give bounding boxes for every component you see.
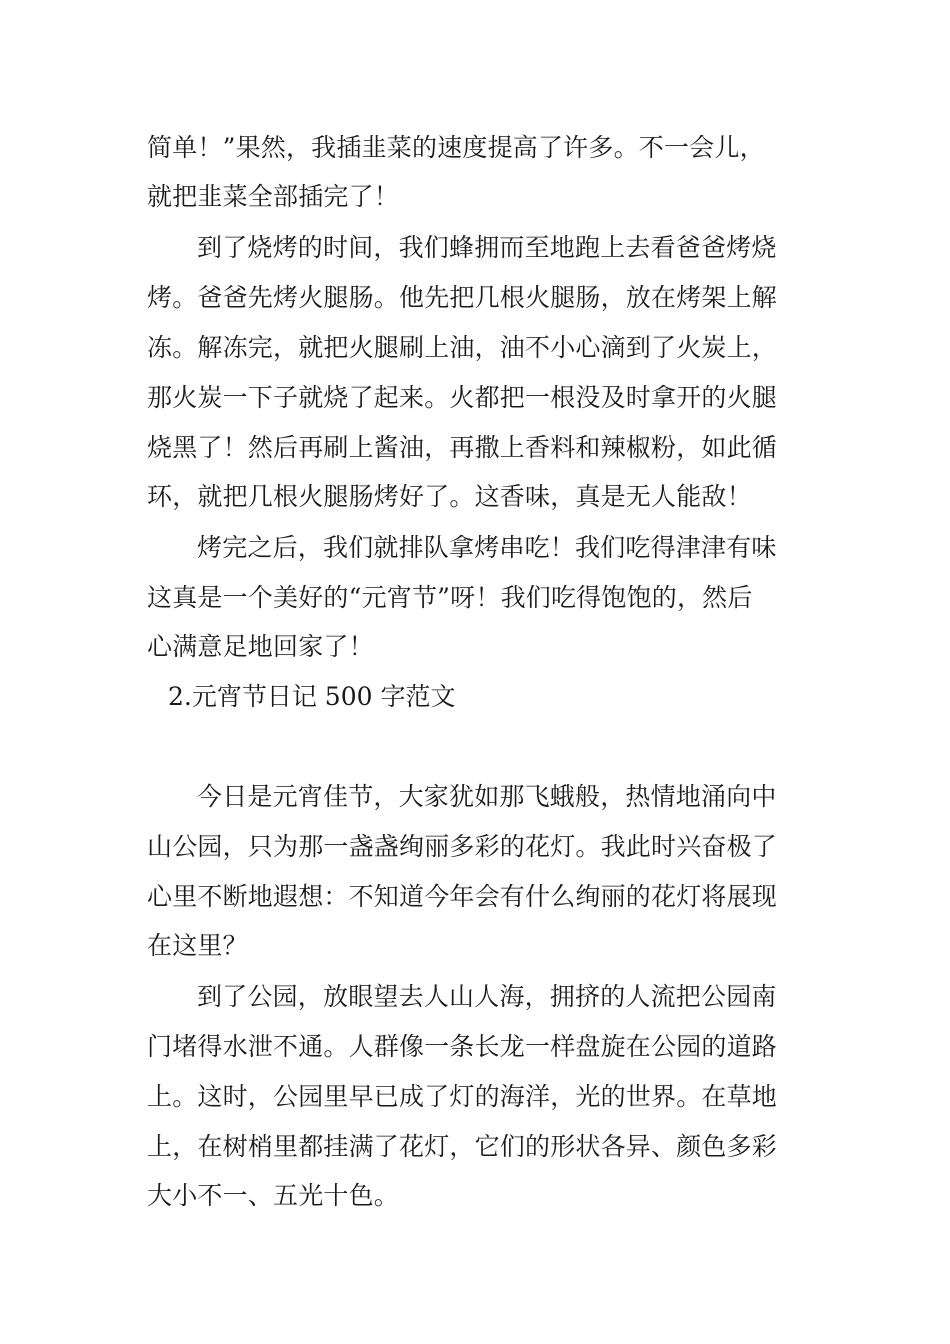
text-line: 简单！”果然，我插韭菜的速度提高了许多。不一会儿，: [147, 133, 765, 162]
text-line: 这真是一个美好的“元宵节”呀！我们吃得饱饱的，然后: [147, 583, 753, 612]
text-line: 上。这时，公园里早已成了灯的海洋，光的世界。在草地: [147, 1082, 778, 1111]
paragraph-first-line: 烤完之后，我们就排队拿烤串吃！我们吃得津津有味: [197, 533, 777, 562]
section-heading: 2.元宵节日记 500 字范文: [168, 682, 456, 711]
text-line: 烤。爸爸先烤火腿肠。他先把几根火腿肠，放在烤架上解: [147, 283, 778, 312]
text-line: 门堵得水泄不通。人群像一条长龙一样盘旋在公园的道路: [147, 1032, 778, 1061]
paragraph-first-line: 到了公园，放眼望去人山人海，拥挤的人流把公园南: [197, 982, 777, 1011]
text-line: 那火炭一下子就烧了起来。火都把一根没及时拿开的火腿: [147, 383, 778, 412]
paragraph-first-line: 今日是元宵佳节，大家犹如那飞蛾般，热情地涌向中: [197, 782, 777, 811]
text-line: 就把韭菜全部插完了！: [147, 182, 400, 211]
text-line: 冻。解冻完，就把火腿刷上油，油不小心滴到了火炭上，: [147, 333, 778, 362]
text-line: 心满意足地回家了！: [147, 632, 374, 661]
text-line: 山公园，只为那一盏盏绚丽多彩的花灯。我此时兴奋极了: [147, 832, 778, 861]
text-line: 环，就把几根火腿肠烤好了。这香味，真是无人能敌！: [147, 482, 752, 511]
text-line: 大小不一、五光十色。: [147, 1181, 400, 1210]
paragraph-first-line: 到了烧烤的时间，我们蜂拥而至地跑上去看爸爸烤烧: [197, 233, 777, 262]
text-line: 在这里？: [147, 931, 248, 960]
text-line: 烧黑了！然后再刷上酱油，再撒上香料和辣椒粉，如此循: [147, 433, 778, 462]
text-line: 上，在树梢里都挂满了花灯，它们的形状各异、颜色多彩: [147, 1132, 778, 1161]
text-line: 心里不断地遐想：不知道今年会有什么绚丽的花灯将展现: [147, 882, 778, 911]
